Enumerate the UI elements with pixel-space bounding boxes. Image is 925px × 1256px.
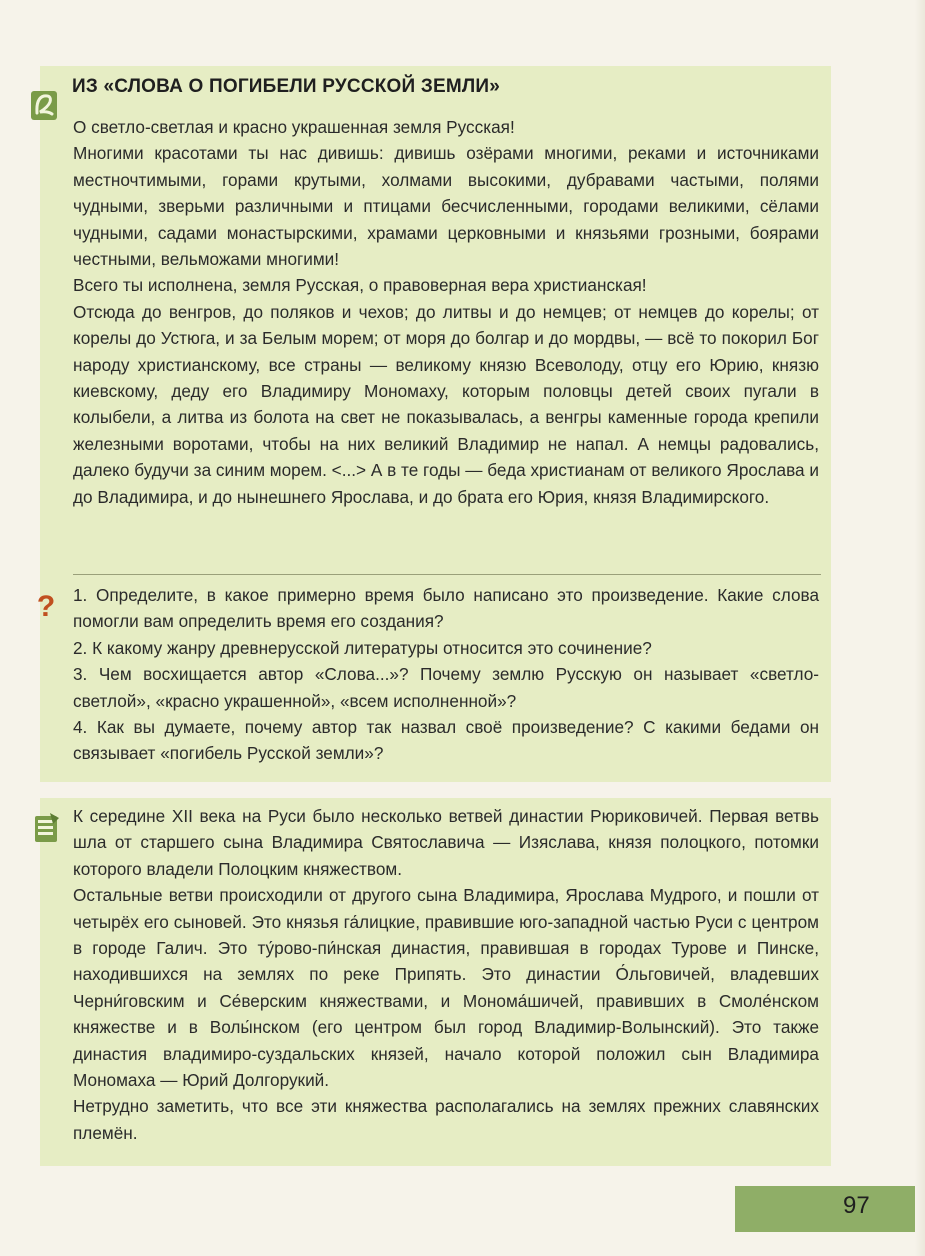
page-number: 97	[843, 1192, 870, 1219]
info-paragraph: Нетрудно заметить, что все эти княжества располагались на землях прежних славянских племён.	[73, 1096, 819, 1143]
source-title: ИЗ «СЛОВА О ПОГИБЕЛИ РУССКОЙ ЗЕМЛИ»	[72, 76, 501, 97]
source-paragraph: О светло-светлая и красно украшенная земля Русская!	[73, 117, 515, 137]
info-text	[73, 803, 819, 1146]
question-mark-icon	[32, 588, 60, 622]
question-item: 3. Чем восхищается автор «Слова...»? Почему землю Русскую он называет «светло-светлой», «красно украшенной», «всем исполненной»?	[73, 664, 819, 711]
source-text	[73, 114, 819, 510]
source-document-icon	[30, 88, 58, 122]
page-edge	[915, 0, 925, 1256]
stacked-files-icon	[33, 812, 61, 846]
divider	[73, 574, 821, 575]
question-item: 2. К какому жанру древнерусской литературы относится это сочинение?	[73, 637, 652, 658]
svg-text:?: ?	[36, 590, 56, 622]
info-panel	[40, 798, 831, 1166]
question-item: 1. Определите, в какое примерно время было написано это произведение. Какие слова помогли вам определить время его создания?	[73, 585, 819, 632]
page-number-tab	[735, 1186, 925, 1232]
info-paragraph: Остальные ветви происходили от другого сына Владимира, Ярослава Мудрого, и пошли от четырёх его сыновей. Это князья га́лицкие, правившие юго-западной частью Руси с центром в городе Галич. Это ту́рово-пи́нская династия, правившая в городах Турове и Пинске, находившихся на землях по реке Припять. Это династии О́льговичей, владевших Черни́говским и Се́верским княжествами, и Монома́шичей, правивших в Смоле́нском княжестве и в Волы́нском (его центром был город Владимир-Волынский). Это также династия владимиро-суздальских князей, начало которой положил сын Владимира Мономаха — Юрий Долгорукий.	[73, 885, 819, 1091]
source-paragraph: Отсюда до венгров, до поляков и чехов; до литвы и до немцев; от немцев до корелы; от корелы до Устюга, и за Белым морем; от моря до болгар и до мордвы, — всё то покорил Бог народу христианскому, все страны — великому князю Всеволоду, отцу его Юрию, князю киевскому, деду его Владимиру Мономаху, которым половцы детей своих пугали в колыбели, а литва из болота на свет не показывалась, а венгры каменные города крепили железными воротами, чтобы на них великий Владимир не напал. А немцы радовались, далеко будучи за синим морем. <...> А в те годы — беда христианам от великого Ярослава и до Владимира, и до нынешнего Ярослава, и до брата его Юрия, князя Владимирского.	[73, 301, 819, 507]
source-paragraph: Многими красотами ты нас дивишь: дивишь озёрами многими, реками и источниками местночтимыми, горами крутыми, холмами высокими, дубравами частыми, полями чудными, зверьми различными и птицами бесчисленными, городами великими, сёлами чудными, садами монастырскими, храмами церковными и князьями грозными, боярами честными, вельможами многими!	[73, 143, 819, 270]
question-item: 4. Как вы думаете, почему автор так назвал своё произведение? С какими бедами он связывает «погибель Русской земли»?	[73, 717, 819, 764]
questions-list	[73, 582, 819, 767]
info-paragraph: К середине XII века на Руси было несколько ветвей династии Рюриковичей. Первая ветвь шла от старшего сына Владимира Святославича — Изяслава, князя полоцкого, потомки которого владели Полоцким княжеством.	[73, 806, 819, 879]
source-paragraph: Всего ты исполнена, земля Русская, о правоверная вера христианская!	[73, 275, 647, 296]
source-panel	[36, 66, 831, 782]
